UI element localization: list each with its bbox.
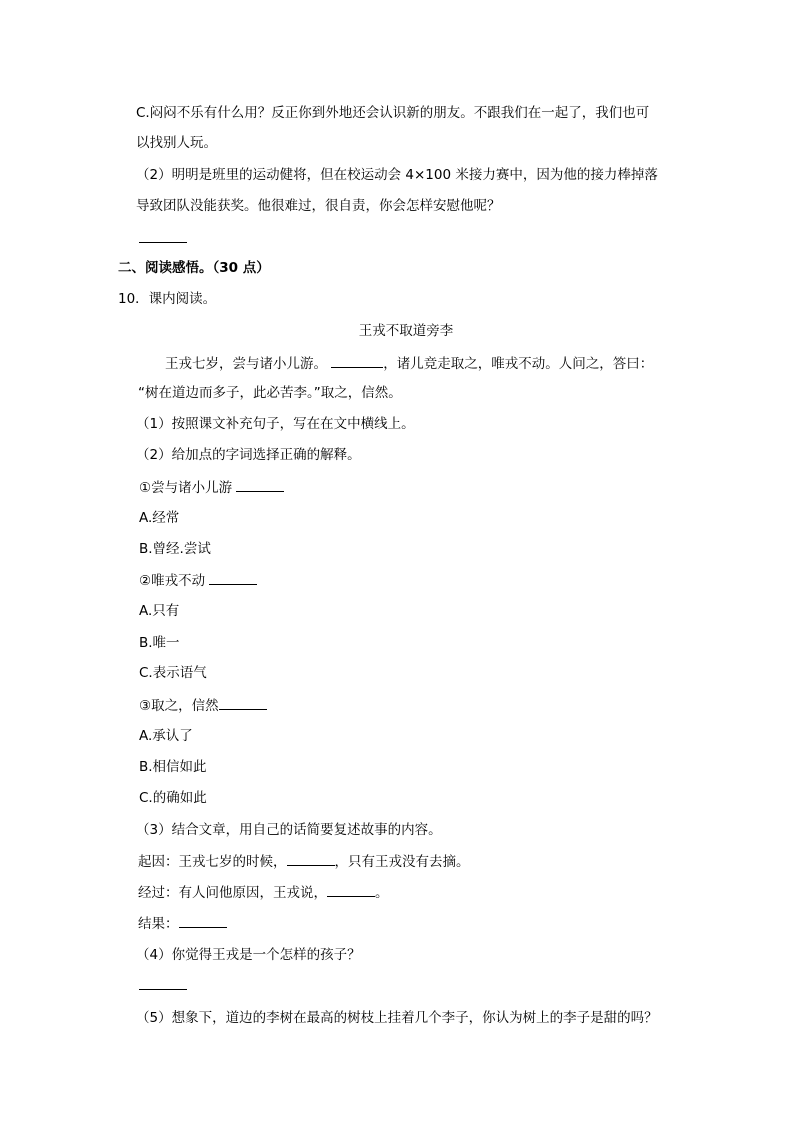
item2-option-a: A.只有 (139, 603, 180, 619)
retell-process (138, 883, 389, 901)
item3-option-b: B.相信如此 (139, 759, 207, 775)
q9-sub2-line1: （2）明明是班里的运动健将，但在校运动会 4×100 米接力赛中，因为他的接力棒掉落 (136, 167, 658, 183)
retell-result (138, 914, 227, 932)
item3 (139, 696, 267, 714)
result-text: 结果： (138, 916, 179, 932)
q9-option-c-line2: 以找别人玩。 (136, 135, 217, 151)
q10-label: 10．课内阅读。 (118, 291, 217, 307)
sub4-answer-blank[interactable] (139, 976, 187, 994)
cause-blank[interactable] (287, 852, 335, 866)
section2-heading: 二、阅读感悟。（30 点） (118, 260, 270, 276)
q9-answer-blank[interactable] (139, 229, 187, 247)
item1 (139, 478, 284, 496)
q10-sub5: （5）想象下，道边的李树在最高的树枝上挂着几个李子，你认为树上的李子是甜的吗？ (136, 1010, 658, 1026)
q10-sub3: （3）结合文章，用自己的话简要复述故事的内容。 (136, 822, 442, 838)
passage-line2: “树在道边而多子，此必苦李。”取之，信然。 (138, 385, 402, 401)
item2-text: ②唯戎不动 (139, 573, 206, 589)
item1-option-a: A.经常 (139, 510, 180, 526)
item3-blank[interactable] (219, 696, 267, 710)
item2-blank[interactable] (209, 571, 257, 585)
item1-text: ①尝与诸小儿游 (139, 480, 233, 496)
passage-line1-a: 王戎七岁，尝与诸小儿游。 (165, 356, 327, 372)
passage-line1 (165, 354, 653, 372)
process-text-end: 。 (375, 885, 389, 901)
passage-blank[interactable] (331, 354, 383, 368)
item3-option-c: C.的确如此 (139, 790, 207, 806)
result-blank[interactable] (179, 914, 227, 928)
item2-option-b: B.唯一 (139, 635, 180, 651)
process-text: 经过：有人问他原因，王戎说， (138, 885, 327, 901)
item1-option-b: B.曾经.尝试 (139, 541, 211, 557)
item2-option-c: C.表示语气 (139, 665, 207, 681)
q9-option-c-line1: C.闷闷不乐有什么用？反正你到外地还会认识新的朋友。不跟我们在一起了，我们也可 (136, 105, 650, 121)
q10-sub1: （1）按照课文补充句子，写在在文中横线上。 (136, 416, 415, 432)
item3-option-a: A.承认了 (139, 728, 193, 744)
cause-text-end: ，只有王戎没有去摘。 (334, 854, 470, 870)
process-blank[interactable] (327, 883, 375, 897)
item2 (139, 571, 257, 589)
q10-sub2: （2）给加点的字词选择正确的解释。 (136, 447, 361, 463)
q10-sub4: （4）你觉得王戎是一个怎样的孩子？ (136, 947, 361, 963)
q9-sub2-line2: 导致团队没能获奖。他很难过，很自责，你会怎样安慰他呢？ (136, 198, 501, 214)
passage-line1-b: ，诸儿竞走取之，唯戎不动。人问之，答曰： (383, 356, 654, 372)
passage-title: 王戎不取道旁李 (358, 323, 454, 339)
item1-blank[interactable] (236, 478, 284, 492)
retell-cause (138, 852, 470, 870)
cause-text: 起因：王戎七岁的时候， (138, 854, 287, 870)
item3-text: ③取之，信然 (139, 698, 219, 714)
